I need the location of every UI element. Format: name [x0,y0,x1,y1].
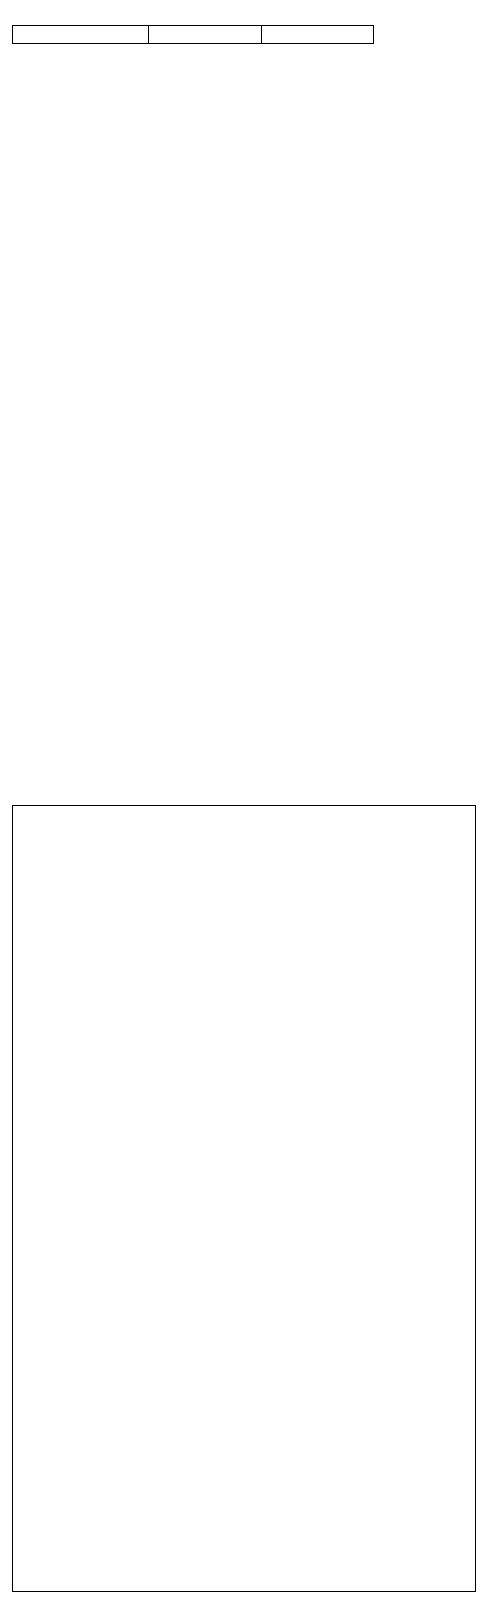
header-year [13,26,149,44]
table-header-row [13,26,374,44]
header-quantity [149,26,261,44]
header-yoy [261,26,373,44]
data-table [12,25,374,44]
chart-frame [12,805,476,1592]
bar-chart [13,806,477,1593]
